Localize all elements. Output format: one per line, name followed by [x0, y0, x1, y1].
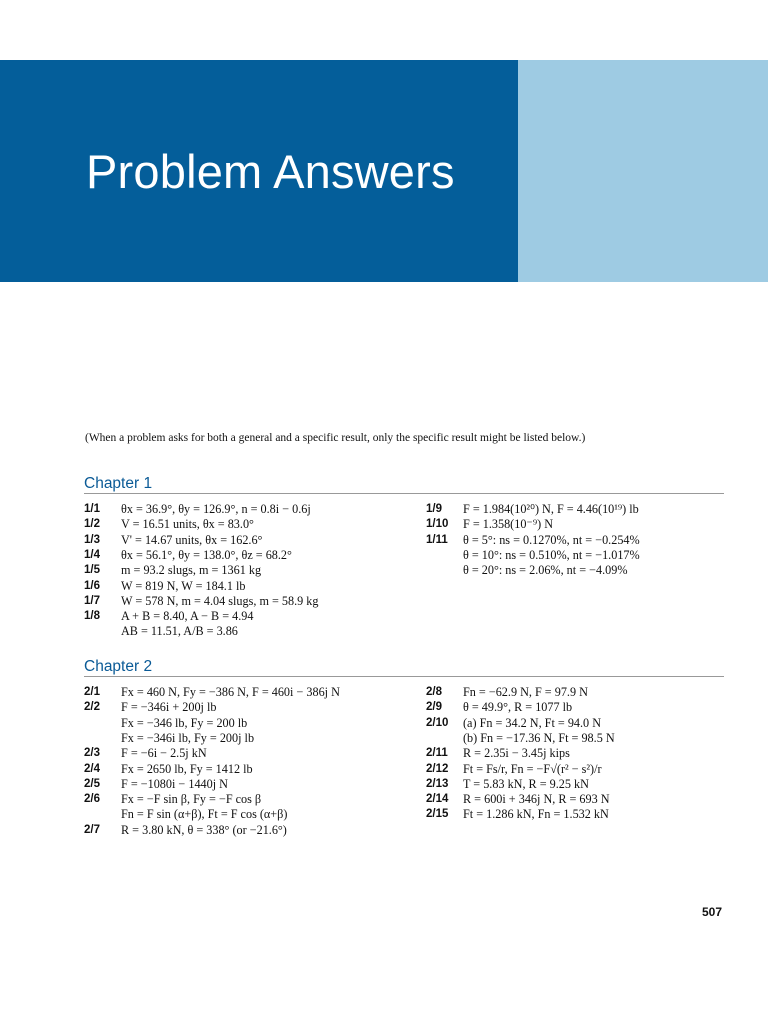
chapter-1-rule: [84, 493, 724, 494]
answer-text: Fx = −346 lb, Fy = 200 lb: [121, 715, 248, 730]
answer-text: θ = 49.9°, R = 1077 lb: [463, 700, 573, 715]
answer-text: AB = 11.51, A/B = 3.86: [121, 624, 238, 639]
answer-text: Fx = 2650 lb, Fy = 1412 lb: [121, 761, 253, 776]
answer-text: Fn = −62.9 N, F = 97.9 N: [463, 685, 588, 699]
answer-text: Fx = −F sin β, Fy = −F cos β: [121, 792, 262, 807]
answer-text: m = 93.2 slugs, m = 1361 kg: [121, 563, 262, 578]
answer-text: (a) Fn = 34.2 N, Ft = 94.0 N: [463, 715, 601, 730]
intro-note: (When a problem asks for both a general and a specific result, only the specific result might be listed below.): [85, 432, 586, 444]
problem-number: 1/8: [84, 610, 100, 623]
answer-text: W = 578 N, m = 4.04 slugs, m = 58.9 kg: [121, 593, 319, 608]
problem-number: 2/4: [84, 762, 100, 775]
answer-text: W = 819 N, W = 184.1 lb: [121, 578, 246, 593]
problem-number: 1/11: [426, 533, 448, 546]
chapter-2-rule: [84, 676, 724, 677]
answer-text: Fx = 460 N, Fy = −386 N, F = 460i − 386j N: [121, 685, 340, 699]
answer-text: Fx = −346i lb, Fy = 200j lb: [121, 730, 255, 745]
answer-text: θx = 36.9°, θy = 126.9°, n = 0.8i − 0.6j: [121, 502, 311, 516]
page-number: 507: [702, 905, 723, 919]
answer-text: θ = 10°: ns = 0.510%, nt = −1.017%: [463, 547, 640, 562]
problem-number: 2/9: [426, 701, 442, 714]
answer-text: A + B = 8.40, A − B = 4.94: [121, 609, 254, 624]
answer-text: T = 5.83 kN, R = 9.25 kN: [463, 776, 589, 791]
problem-number: 1/7: [84, 594, 100, 607]
problem-number: 2/11: [426, 747, 448, 760]
problem-number: 2/14: [426, 793, 449, 806]
problem-number: 2/6: [84, 793, 100, 806]
answer-text: θ = 5°: ns = 0.1270%, nt = −0.254%: [463, 532, 640, 547]
problem-number: 2/7: [84, 823, 100, 836]
problem-number: 2/15: [426, 808, 449, 821]
answer-text: F = 1.358(10⁻⁹) N: [463, 517, 554, 532]
problem-number: 1/10: [426, 518, 449, 531]
problem-number: 2/13: [426, 777, 449, 790]
problem-number: 2/3: [84, 747, 100, 760]
answer-text: (b) Fn = −17.36 N, Ft = 98.5 N: [463, 730, 615, 745]
answer-text: Fn = F sin (α+β), Ft = F cos (α+β): [121, 807, 288, 822]
answer-text: F = 1.984(10²⁰) N, F = 4.46(10¹⁹) lb: [463, 502, 639, 516]
answer-text: Ft = Fs/r, Fn = −F√(r² − s²)/r: [463, 761, 602, 776]
answer-text: V' = 14.67 units, θx = 162.6°: [121, 532, 263, 547]
problem-number: 1/3: [84, 533, 100, 546]
problem-number: 2/12: [426, 762, 449, 775]
problem-number: 1/9: [426, 503, 442, 515]
answer-text: F = −6i − 2.5j kN: [121, 746, 207, 761]
answer-text: F = −346i + 200j lb: [121, 700, 217, 715]
problem-number: 2/8: [426, 686, 442, 698]
problem-number: 2/2: [84, 701, 100, 714]
chapter-1-heading: Chapter 1: [84, 475, 153, 492]
chapter-2-heading: Chapter 2: [84, 658, 153, 675]
problem-number: 1/5: [84, 564, 100, 577]
answer-text: θx = 56.1°, θy = 138.0°, θz = 68.2°: [121, 547, 292, 562]
problem-number: 1/1: [84, 503, 100, 515]
problem-number: 1/4: [84, 548, 100, 561]
problem-number: 2/1: [84, 686, 100, 698]
problem-number: 2/10: [426, 716, 449, 729]
title-banner-accent: [518, 60, 768, 282]
answer-text: R = 2.35i − 3.45j kips: [463, 746, 570, 761]
answer-text: R = 3.80 kN, θ = 338° (or −21.6°): [121, 822, 287, 837]
answer-text: Ft = 1.286 kN, Fn = 1.532 kN: [463, 807, 609, 822]
problem-number: 1/2: [84, 518, 100, 531]
problem-number: 1/6: [84, 579, 100, 592]
problem-number: 2/5: [84, 777, 100, 790]
answer-text: θ = 20°: ns = 2.06%, nt = −4.09%: [463, 563, 628, 578]
answer-text: F = −1080i − 1440j N: [121, 776, 228, 791]
answer-text: R = 600i + 346j N, R = 693 N: [463, 792, 610, 807]
answer-text: V = 16.51 units, θx = 83.0°: [121, 517, 254, 532]
page-title: Problem Answers: [86, 145, 455, 198]
